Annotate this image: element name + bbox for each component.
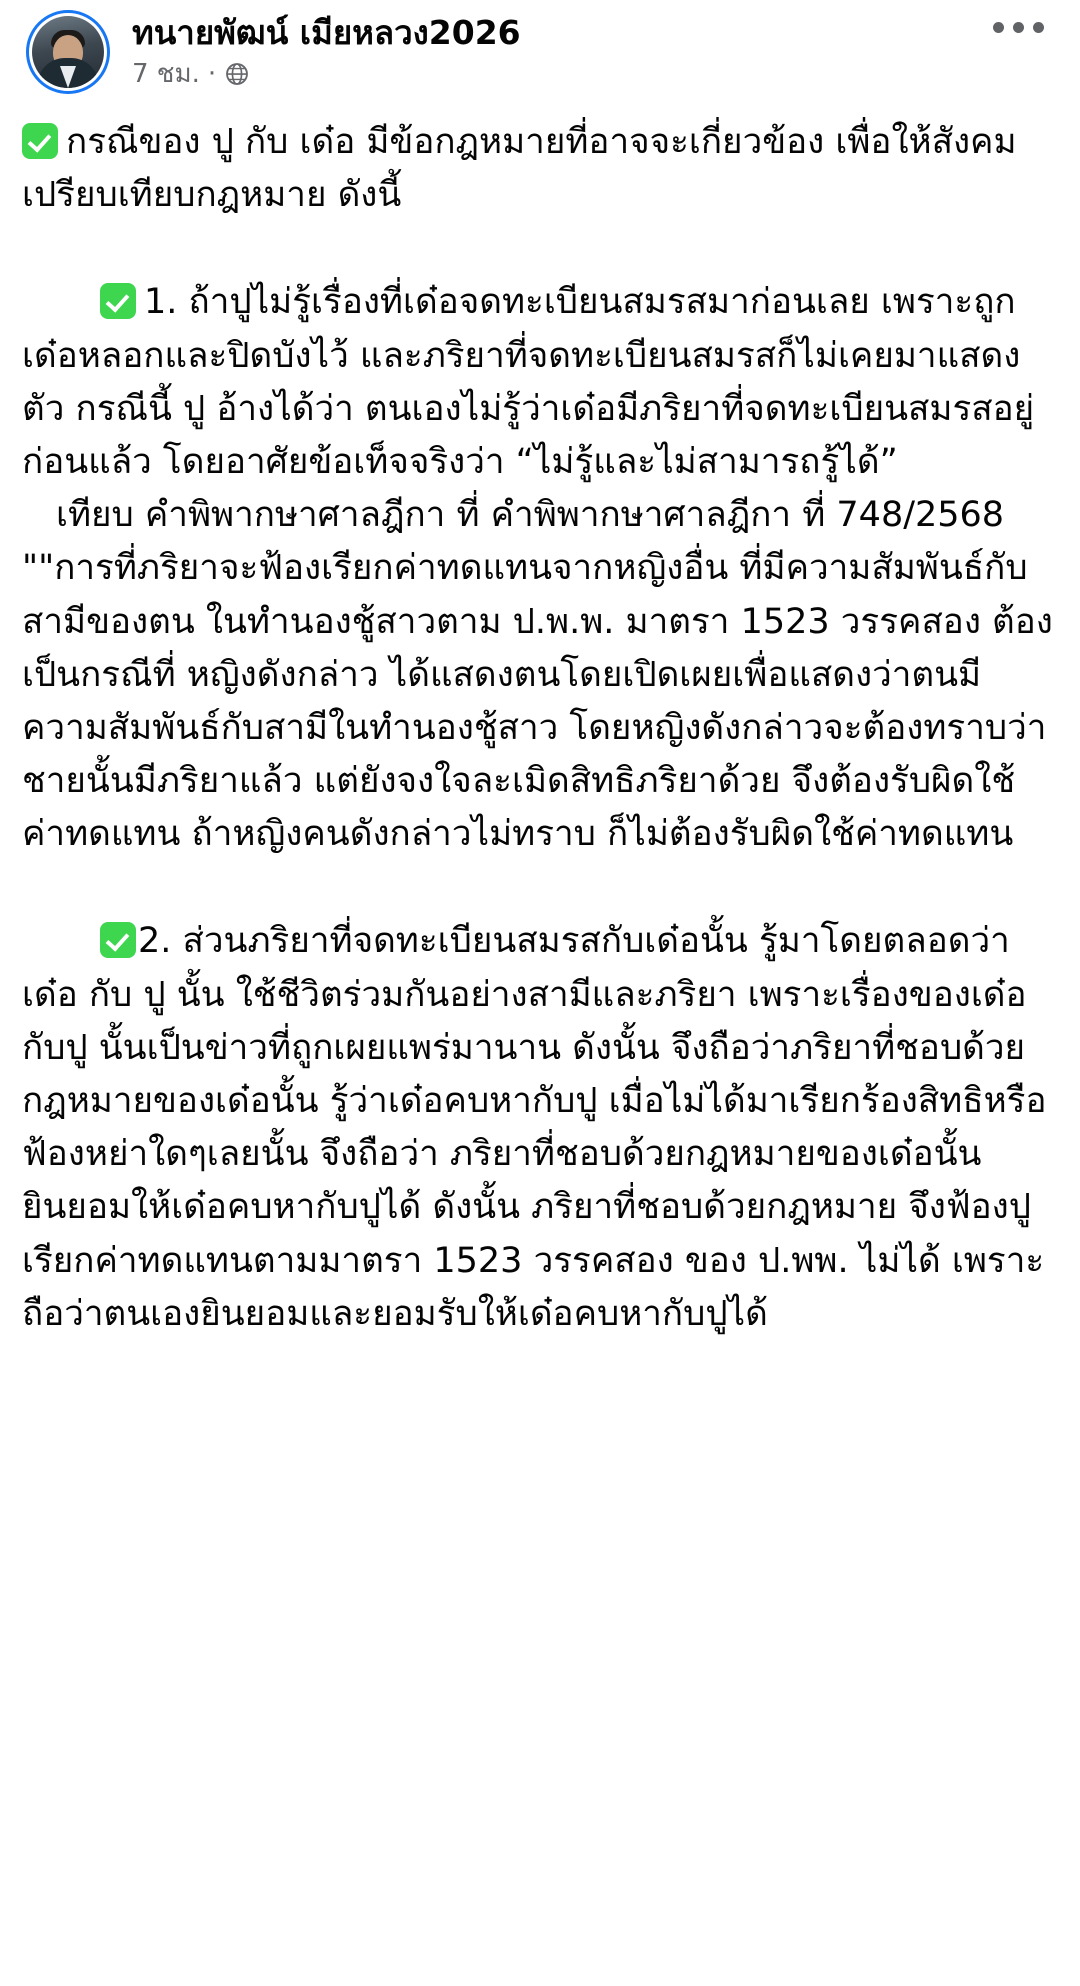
header-text [132, 10, 521, 90]
post-timestamp[interactable]: 7 ชม. [132, 59, 200, 90]
author-name[interactable]: ทนายพัฒน์ เมียหลวง2026 [132, 13, 521, 52]
paragraph-text: 2. ส่วนภริยาที่จดทะเบียนสมรสกับเด๋อนั้น รู้มาโดยตลอดว่า เด๋อ กับ ปู นั้น ใช้ชีวิตร่วมกันอย่างสามีและภริยา เพราะเรื่องของเด๋อกับปู นั้นเป็นข่าวที่ถูกเผยแพร่มานาน ดังนั้น จึงถือว่าภริยาที่ชอบด้วยกฎหมายของเด๋อนั้น รู้ว่าเด๋อคบหากับปู เมื่อไม่ได้มาเรียกร้องสิทธิหรือฟ้องหย่าใดๆเลยนั้น จึงถือว่า ภริยาที่ชอบด้วยกฎหมายของเด๋อนั้น ยินยอมให้เด๋อคบหากับปูได้ ดังนั้น ภริยาที่ชอบด้วยกฎหมาย จึงฟ้องปู เรียกค่าทดแทนตามมาตรา 1523 วรรคสอง ของ ป.พพ. ไม่ได้ เพราะถือว่าตนเองยินยอมและยอมรับให้เด๋อคบหากับปูได้ [22, 921, 1047, 1334]
post-paragraph-point-1 [22, 276, 1058, 489]
menu-dot [993, 22, 1004, 33]
avatar-image [32, 16, 104, 88]
paragraph-text: กรณีของ ปู กับ เด๋อ มีข้อกฎหมายที่อาจจะเกี่ยวข้อง เพื่อให้สังคมเปรียบเทียบกฎหมาย ดังนี้ [22, 122, 1017, 216]
more-options-icon[interactable] [993, 22, 1044, 33]
avatar[interactable] [26, 10, 110, 94]
paragraph-spacer [22, 861, 1058, 915]
post-header [0, 0, 1080, 100]
paragraph-spacer [22, 222, 1058, 276]
post-paragraph-quote: ""การที่ภริยาจะฟ้องเรียกค่าทดแทนจากหญิงอื่น ที่มีความสัมพันธ์กับสามีของตน ในทำนองชู้สาวตาม ป.พ.พ. มาตรา 1523 วรรคสอง ต้องเป็นกรณีที่ หญิงดังกล่าว ได้แสดงตนโดยเปิดเผยเพื่อแสดงว่าตนมีความสัมพันธ์กับสามีในทำนองชู้สาว โดยหญิงดังกล่าวจะต้องทราบว่าชายนั้นมีภริยาแล้ว แต่ยังจงใจละเมิดสิทธิภริยาด้วย จึงต้องรับผิดใช้ค่าทดแทน ถ้าหญิงคนดังกล่าวไม่ทราบ ก็ไม่ต้องรับผิดใช้ค่าทดแทน [22, 548, 1053, 855]
menu-dot [1033, 22, 1044, 33]
post-body [0, 100, 1080, 1371]
post-meta [132, 59, 521, 90]
meta-separator: · [207, 59, 217, 90]
green-check-icon [22, 123, 58, 159]
post-paragraph-intro [22, 116, 1058, 222]
paragraph-text: 1. ถ้าปูไม่รู้เรื่องที่เด๋อจดทะเบียนสมรสมาก่อนเลย เพราะถูกเด๋อหลอกและปิดบังไว้ และภริยาที่จดทะเบียนสมรสก็ไม่เคยมาแสดงตัว กรณีนี้ ปู อ้างได้ว่า ตนเองไม่รู้ว่าเด๋อมีภริยาที่จดทะเบียนสมรสอยู่ก่อนแล้ว โดยอาศัยข้อเท็จจริงว่า “ไม่รู้และไม่สามารถรู้ได้” [22, 282, 1035, 482]
post-paragraph-compare: เทียบ คำพิพากษาศาลฎีกา ที่ คำพิพากษาศาลฎีกา ที่ 748/2568 [56, 495, 1005, 536]
green-check-icon [100, 283, 136, 319]
globe-icon[interactable] [224, 61, 250, 87]
post-paragraph-point-2 [22, 915, 1058, 1341]
green-check-icon [100, 922, 136, 958]
menu-dot [1013, 22, 1024, 33]
